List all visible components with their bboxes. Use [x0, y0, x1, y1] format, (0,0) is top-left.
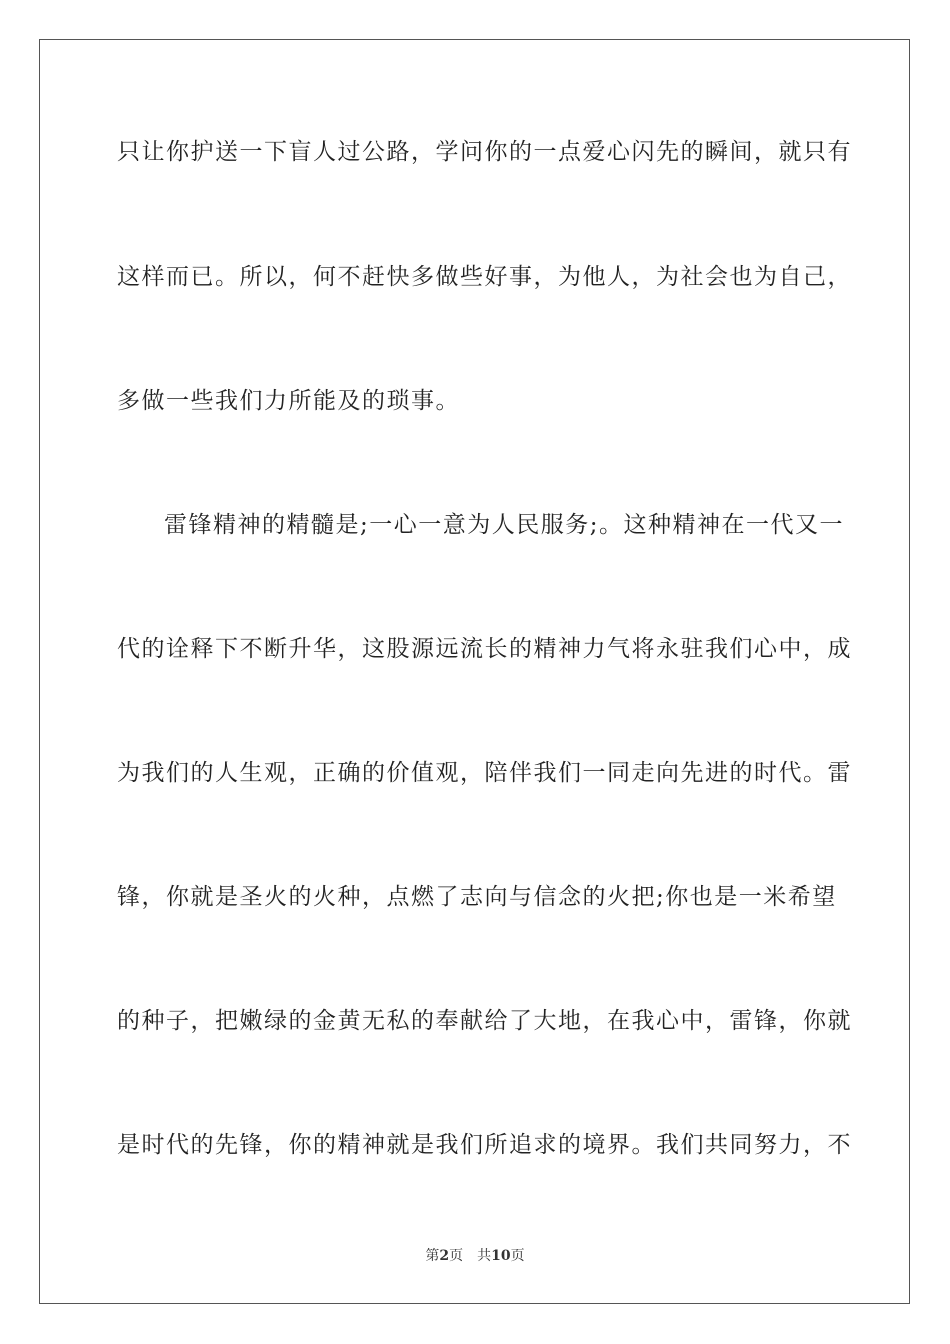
paragraph-2-line-2: 代的诠释下不断升华，这股源远流长的精神力气将永驻我们心中，成	[117, 636, 852, 662]
paragraph-1-line-2: 这样而已。所以，何不赶快多做些好事，为他人，为社会也为自己，	[117, 264, 852, 290]
paragraph-2-line-6: 是时代的先锋，你的精神就是我们所追求的境界。我们共同努力，不	[117, 1132, 852, 1158]
page-suffix: 页	[449, 1248, 464, 1264]
page-prefix: 第	[425, 1248, 440, 1264]
paragraph-2-line-1: 雷锋精神的精髓是;一心一意为人民服务;。这种精神在一代又一	[164, 512, 844, 538]
page-current: 2	[439, 1248, 450, 1264]
page-footer	[0, 1246, 950, 1266]
page-total: 10	[491, 1248, 511, 1264]
total-prefix: 共	[477, 1248, 492, 1264]
total-suffix: 页	[510, 1248, 525, 1264]
paragraph-1-line-3: 多做一些我们力所能及的琐事。	[117, 388, 460, 414]
paragraph-2-line-4: 锋，你就是圣火的火种，点燃了志向与信念的火把;你也是一米希望	[117, 884, 837, 910]
paragraph-2-line-3: 为我们的人生观，正确的价值观，陪伴我们一同走向先进的时代。雷	[117, 760, 852, 786]
paragraph-1-line-1: 只让你护送一下盲人过公路，学问你的一点爱心闪先的瞬间，就只有	[117, 139, 852, 165]
paragraph-2-line-5: 的种子，把嫩绿的金黄无私的奉献给了大地，在我心中，雷锋，你就	[117, 1008, 852, 1034]
page-border	[39, 39, 910, 1304]
